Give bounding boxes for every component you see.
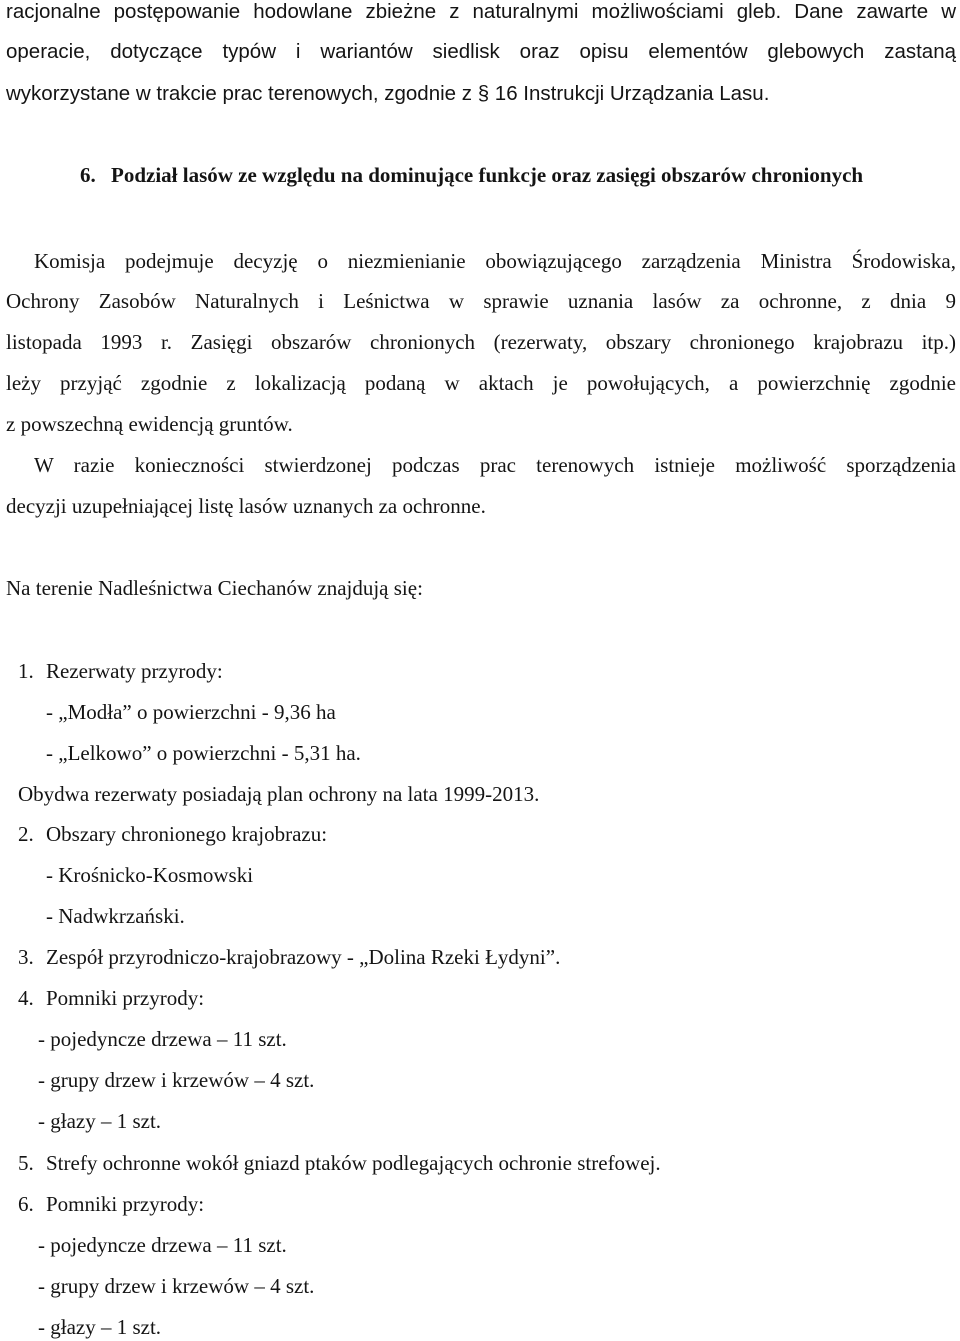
reserves-note: Obydwa rezerwaty posiadają plan ochrony na lata 1999-2013. bbox=[18, 782, 540, 806]
landscape-area-2: - Nadwkrzański. bbox=[46, 904, 185, 928]
list-item-label: Strefy ochronne wokół gniazd ptaków podlegających ochronie strefowej. bbox=[46, 1151, 661, 1175]
monument-single-trees: - pojedyncze drzewa – 11 szt. bbox=[38, 1027, 287, 1051]
list-item-label: Zespół przyrodniczo-krajobrazowy - „Dolina Rzeki Łydyni”. bbox=[46, 945, 561, 969]
para1-line-2: Ochrony Zasobów Naturalnych i Leśnictwa w sprawie uznania lasów za ochronne, z dnia 9 bbox=[6, 289, 956, 313]
para2-line-1: W razie konieczności stwierdzonej podczas prac terenowych istnieje możliwość sporządzenia bbox=[34, 453, 956, 477]
list-item-number: 3. bbox=[18, 945, 34, 969]
list-item-label: Pomniki przyrody: bbox=[46, 986, 205, 1010]
para1-line-4: leży przyjąć zgodnie z lokalizacją podaną w aktach je powołujących, a powierzchnię zgodnie bbox=[6, 371, 956, 395]
list-item-number: 6. bbox=[18, 1192, 34, 1216]
list-item-number: 5. bbox=[18, 1151, 34, 1175]
monument-single-trees-2: - pojedyncze drzewa – 11 szt. bbox=[38, 1233, 287, 1257]
reserve-modla: - „Modła” o powierzchni - 9,36 ha bbox=[46, 700, 336, 724]
section-heading bbox=[80, 163, 863, 188]
monument-tree-groups: - grupy drzew i krzewów – 4 szt. bbox=[38, 1068, 315, 1092]
reserve-lelkowo: - „Lelkowo” o powierzchni - 5,31 ha. bbox=[46, 741, 361, 765]
list-item-number: 1. bbox=[18, 659, 34, 683]
para2-line-2: decyzji uzupełniającej listę lasów uznanych za ochronne. bbox=[6, 494, 486, 518]
monument-boulders-2: - głazy – 1 szt. bbox=[38, 1315, 162, 1339]
list-item-4 bbox=[18, 986, 204, 1011]
list-item-5 bbox=[18, 1151, 661, 1176]
para1-line-5: z powszechną ewidencją gruntów. bbox=[6, 412, 293, 436]
monument-boulders: - głazy – 1 szt. bbox=[38, 1109, 162, 1133]
intro-line-3: wykorzystane w trakcie prac terenowych, zgodnie z § 16 Instrukcji Urządzania Lasu. bbox=[6, 82, 770, 105]
section-number: 6. bbox=[80, 163, 96, 187]
list-item-label: Rezerwaty przyrody: bbox=[46, 659, 223, 683]
section-title: Podział lasów ze względu na dominujące funkcje oraz zasięgi obszarów chronionych bbox=[111, 163, 864, 187]
intro-line-1: racjonalne postępowanie hodowlane zbieżne z naturalnymi możliwościami gleb. Dane zawarte w bbox=[6, 0, 956, 23]
monument-tree-groups-2: - grupy drzew i krzewów – 4 szt. bbox=[38, 1274, 315, 1298]
list-item-number: 4. bbox=[18, 986, 34, 1010]
list-item-label: Obszary chronionego krajobrazu: bbox=[46, 822, 328, 846]
landscape-area-1: - Krośnicko-Kosmowski bbox=[46, 863, 254, 887]
lead-line: Na terenie Nadleśnictwa Ciechanów znajdują się: bbox=[6, 576, 423, 600]
para1-line-1: Komisja podejmuje decyzję o niezmienianie obowiązującego zarządzenia Ministra Środowiska, bbox=[34, 249, 956, 273]
list-item-2 bbox=[18, 822, 327, 847]
list-item-6 bbox=[18, 1192, 204, 1217]
list-item-3 bbox=[18, 945, 560, 970]
list-item-number: 2. bbox=[18, 822, 34, 846]
intro-line-2: operacie, dotyczące typów i wariantów siedlisk oraz opisu elementów glebowych zastaną bbox=[6, 40, 956, 63]
list-item-1 bbox=[18, 659, 223, 684]
list-item-label: Pomniki przyrody: bbox=[46, 1192, 205, 1216]
para1-line-3: listopada 1993 r. Zasięgi obszarów chronionych (rezerwaty, obszary chronionego krajobrazu itp.) bbox=[6, 330, 956, 354]
